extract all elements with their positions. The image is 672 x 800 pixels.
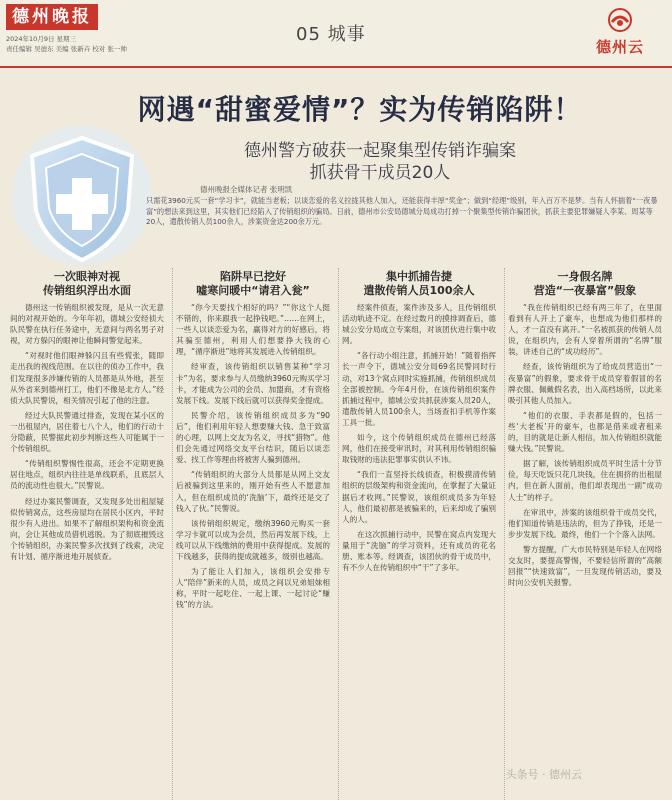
column-heading — [176, 268, 330, 302]
paragraph: “传销组织警惕性很高，还会不定期更换居住地点，组织内往往是单线联系，且底层人员的流动性也很大。”民警说。 — [10, 459, 164, 491]
column-heading — [342, 268, 496, 302]
subhead-line-1: 德州警方破获一起聚集型传销诈骗案 — [244, 141, 516, 161]
brand-name: 德州云 — [595, 38, 644, 56]
shield-icon — [10, 124, 160, 274]
paragraph: 在审讯中，涉案的该组织骨干成员交代，他们知道传销是违法的，但为了挣钱，还是一步步发展下线。最终，他们一个个落入法网。 — [508, 507, 662, 539]
column-heading-line-2: 营造“一夜暴富”假象 — [533, 284, 637, 297]
column-heading-line-1: 集中抓捕告捷 — [386, 270, 452, 283]
column-body — [10, 302, 164, 562]
paragraph: 该传销组织规定，缴纳3960元购买一套学习卡就可以成为会员，然后再发展下线，上线可以从下线缴纳的费用中获得提成。发展的下线越多，获得的提成就越多，级别也越高。 — [176, 518, 330, 561]
masthead — [0, 0, 672, 68]
subheadline — [160, 140, 600, 184]
newspaper-logo: 德州晚报 — [6, 4, 98, 30]
paragraph: “我在传销组织已经有两三年了，在里面看到有人开上了豪车，也想成为他们那样的人，才一直没有离开。”一名被抓获的传销人员说，在组织内，会有人穿着所谓的“名牌”服装，讲述自己的“成功经历”。 — [508, 303, 662, 357]
brand-block — [580, 8, 660, 60]
paragraph: 经过办案民警调查，又发现多处出租屋疑似传销窝点，这些房屋均在居民小区内，平时很少有人进出。如果不了解组织架构和资金流向，会让其他成员借机逃脱。为了彻底摧毁这个传销组织，办案民警多次找到了线索，决定有计划、循序渐进地开展侦查。 — [10, 496, 164, 561]
paragraph: 如今，这个传销组织成员在德州已经落网，他们在接受审讯时，对其利用传销组织骗取钱财的违法犯罪事实供认不讳。 — [342, 433, 496, 465]
section-title: 05 城事 — [296, 24, 366, 45]
column-divider — [504, 268, 505, 800]
column-1 — [10, 268, 164, 800]
byline: 德州晚报全媒体记者 张明凯 — [200, 185, 293, 194]
paragraph: “我们一直坚持长线侦查，积极摸清传销组织的层级架构和资金流向，在掌握了大量证据后才收网。”民警说，该组织成员多为年轻人，他们最初都是被骗来的，后来却成了骗别人的人。 — [342, 470, 496, 524]
paragraph: 在这次抓捕行动中，民警在窝点内发现大量用于“洗脑”的学习资料，还有成员的花名册、账本等。经调查，该团伙的骨干成员中，有不少人在传销组织中“干”了多年。 — [342, 529, 496, 573]
paragraph: 德州这一传销组织被发现，是从一次无意间的对视开始的。今年年初，德城公安经侦大队民警在执行任务途中，无意间与两名男子对视，对方躲闪的眼神让他瞬间警觉起来。 — [10, 303, 164, 346]
brand-emblem-icon — [605, 8, 635, 32]
hero-section — [10, 80, 662, 262]
subhead-line-2: 抓获骨干成员20人 — [309, 163, 451, 183]
column-heading — [10, 268, 164, 302]
paragraph: 经审查，该传销组织以销售某种“学习卡”为名，要求参与人员缴纳3960元购买学习卡，才能成为公司的会员、加盟商，才有资格发展下线。发展下线后就可以获得奖金提成。 — [176, 362, 330, 405]
paragraph: 民警介绍，该传销组织成员多为“90后”，他们利用年轻人想要赚大钱、急于致富的心理，以网上交友为名义，寻找“猎物”。他们会先通过网络交友平台结识，随后以谈恋爱、找工作等理由将被害人骗到德州。 — [176, 410, 330, 465]
column-body — [508, 302, 662, 588]
paragraph: 经查，该传销组织为了给成员营造出“一夜暴富”的假象，要求骨干成员穿着假冒的名牌衣服、佩戴假名表，出入高档场所，以此来吸引其他人员加入。 — [508, 362, 662, 405]
column-heading-line-2: 嘘寒问暖中“请君入瓮” — [196, 284, 310, 297]
column-divider — [338, 268, 339, 800]
column-2 — [176, 268, 330, 800]
column-4 — [505, 268, 662, 800]
column-heading — [508, 268, 662, 302]
column-heading-line-2: 遣散传销人员100余人 — [363, 284, 475, 297]
editor-credits: 责任编辑 吴德东 美编 张新卉 校对 张一帅 — [6, 45, 127, 53]
article-columns — [10, 268, 662, 800]
paragraph: 经案件侦查，案件涉及多人，且传销组织活动轨迹不定。在经过数月的摸排调查后，德城公安分局成立专案组，对该团伙进行集中收网。 — [342, 303, 496, 346]
column-body — [342, 302, 496, 573]
issue-date: 2024年10月9日 星期三 — [6, 35, 77, 43]
column-heading-line-2: 传销组织浮出水面 — [43, 284, 131, 297]
headline: 网遇“甜蜜爱情”？实为传销陷阱！ — [137, 93, 583, 126]
lead-paragraph: 只需花3960元买一套“学习卡”，就能当老板；以谈恋爱的名义拉拢其他人加入，还能获得丰厚“奖金”；做到“经理”级别，年入百万不是梦。当有人怀揣着“一夜暴富”的想法来到这里，其实他们已经陷入了传销组织的骗局。日前，德州市公安局德城分局成功打掉一个聚集型传销诈骗团伙，抓获主要犯罪嫌疑人李某、周某等20人，遣散传销人员100余人，涉案资金达200余万元。 — [146, 196, 658, 226]
paragraph: “你今天要找个相好的吗？”“你这个人挺不错的，你来跟我一起挣钱吧。”……在网上，一些人以谈恋爱为名，赢得对方的好感后，将其骗至德州，利用人们想要挣大钱的心理，“循序渐进”地将其发展进入传销组织。 — [176, 303, 330, 357]
paragraph: “对视时他们眼神躲闪且有些慌张，随即走出我的视线范围。在以往的侦办工作中，我们发现很多涉嫌传销的人员都是从外地，甚至从外省来到德州打工，他们不像是北方人。”经侦大队民警说，相关情况引起了他的注意。 — [10, 351, 164, 405]
column-3 — [342, 268, 496, 800]
paragraph: 据了解，该传销组织成员平时生活十分节俭，每天吃饭只花几块钱，住在拥挤的出租屋内，但在新人面前，他们却表现出一副“成功人士”的样子。 — [508, 459, 662, 502]
paragraph: 警方提醒，广大市民特别是年轻人在网络交友时，要提高警惕，不要轻信所谓的“高额回报”“快速致富”，一旦发现传销活动，要及时向公安机关报警。 — [508, 544, 662, 588]
column-heading-line-1: 一身假名牌 — [557, 270, 613, 283]
paragraph: 经过大队民警通过排查，发现在某小区的一出租屋内，居住着七八个人，他们的行动十分隐蔽，民警据此初步判断这些人可能属于一个传销组织。 — [10, 410, 164, 454]
column-heading-line-1: 陷阱早已挖好 — [220, 270, 286, 283]
column-divider — [172, 268, 173, 800]
column-body — [176, 302, 330, 610]
watermark: 头条号 · 德州云 — [505, 768, 582, 781]
paragraph: “传销组织的大部分人员都是从网上交友后被骗到这里来的，刚开始有些人不愿意加入，但在组织成员的‘洗脑’下，最终还是交了钱入了伙。”民警说。 — [176, 470, 330, 513]
paragraph: “各行动小组注意，抓捕开始！”随着指挥长一声令下，德城公安分局69名民警同时行动，对13个窝点同时实施抓捕，传销组织成员全部被控制。今年4月份，在该传销组织案件抓捕过程中，德城公安共抓获涉案人员20人，遣散传销人员100余人，当场查扣手机等作案工具一批。 — [342, 351, 496, 427]
paragraph: “他们的衣服、手表都是假的，包括一些‘大老板’开的豪车，也都是借来或者租来的，目的就是让新人相信，加入传销组织就能赚大钱。”民警说。 — [508, 410, 662, 454]
paragraph: 为了能让人们加入，该组织会安排专人“陪伴”新来的人员，成员之间以兄弟姐妹相称，平时一起吃住、一起上课、一起讨论“赚钱”的方法。 — [176, 567, 330, 610]
column-heading-line-1: 一次眼神对视 — [54, 270, 120, 283]
